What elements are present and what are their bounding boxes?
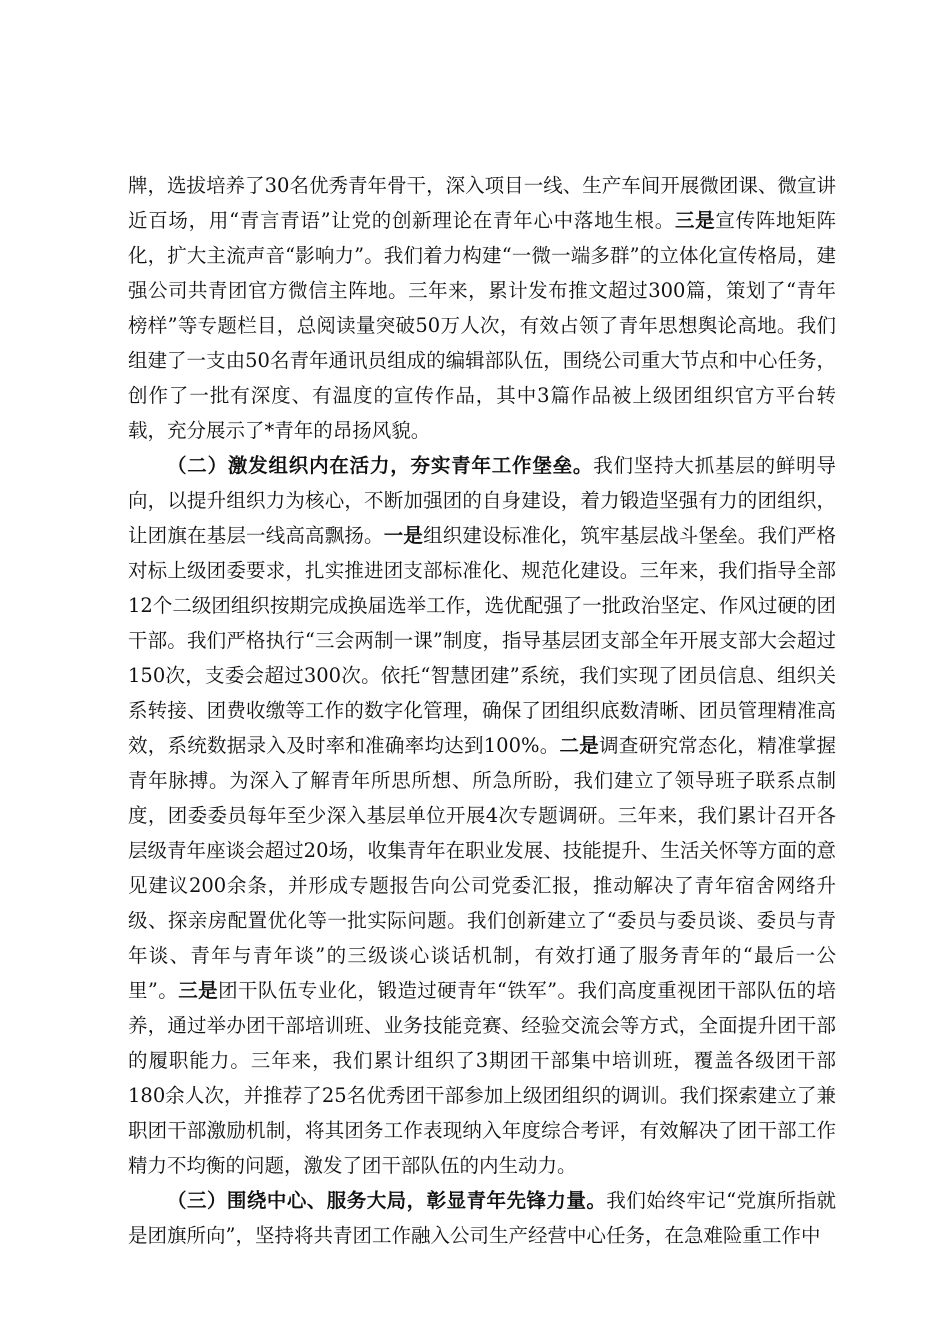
text-segment: 我们始终牢记“党旗所指就是团旗所向”，坚持将共青团工作融入公司生产经营中心任务，在急难险重工作中 (128, 1189, 836, 1247)
text-segment: 团干队伍专业化，锻造过硬青年“铁军”。我们高度重视团干部队伍的培养，通过举办团干部培训班、业务技能竞赛、经验交流会等方式，全面提升团干部的履职能力。三年来，我们累计组织了3期团干部集中培训班，覆盖各级团干部180余人次，并推荐了25名优秀团干部参加上级团组织的调训。我们探索建立了兼职团干部激励机制，将其团务工作表现纳入年度综合考评，有效解决了团干部工作精力不均衡的问题，激发了团干部队伍的内生动力。 (128, 979, 836, 1177)
document-body (128, 168, 836, 1253)
bold-marker-two: 二是 (559, 734, 600, 757)
section-heading-3: （三）围绕中心、服务大局，彰显青年先锋力量。 (167, 1189, 607, 1212)
section-heading-2: （二）激发组织内在活力，夯实青年工作堡垒。 (167, 454, 594, 477)
bold-marker-one: 一是 (383, 524, 424, 547)
bold-marker-three: 三是 (178, 979, 219, 1002)
bold-marker-three: 三是 (674, 209, 716, 232)
text-segment: 调查研究常态化，精准掌握青年脉搏。为深入了解青年所思所想、所急所盼，我们建立了领导班子联系点制度，团委委员每年至少深入基层单位开展4次专题调研。三年来，我们累计召开各层级青年座谈会超过20场，收集青年在职业发展、技能提升、生活关怀等方面的意见建议200余条，并形成专题报告向公司党委汇报，推动解决了青年宿舍网络升级、探亲房配置优化等一批实际问题。我们创新建立了“委员与委员谈、委员与青年谈、青年与青年谈”的三级谈心谈话机制，有效打通了服务青年的“最后一公里”。 (128, 734, 836, 1002)
text-segment: 我们坚持大抓基层的鲜明导向，以提升组织力为核心，不断加强团的自身建设，着力锻造坚强有力的团组织，让团旗在基层一线高高飘扬。 (128, 454, 836, 547)
text-segment: 组织建设标准化，筑牢基层战斗堡垒。我们严格对标上级团委要求，扎实推进团支部标准化、规范化建设。三年来，我们指导全部12个二级团组织按期完成换届选举工作，选优配强了一批政治坚定、作风过硬的团干部。我们严格执行“三会两制一课”制度，指导基层团支部全年开展支部大会超过150次，支委会超过300次。依托“智慧团建”系统，我们实现了团员信息、组织关系转接、团费收缴等工作的数字化管理，确保了团组织底数清晰、团员管理精准高效，系统数据录入及时率和准确率均达到100%。 (128, 524, 836, 757)
paragraph-vanguard (128, 1183, 836, 1253)
paragraph-organization (128, 448, 836, 1183)
paragraph-propaganda (128, 168, 836, 448)
text-segment: 宣传阵地矩阵化，扩大主流声音“影响力”。我们着力构建“一微一端多群”的立体化宣传格局，建强公司共青团官方微信主阵地。三年来，累计发布推文超过300篇，策划了“青年榜样”等专题栏目，总阅读量突破50万人次，有效占领了青年思想舆论高地。我们组建了一支由50名青年通讯员组成的编辑部队伍，围绕公司重大节点和中心任务，创作了一批有深度、有温度的宣传作品，其中3篇作品被上级团组织官方平台转载，充分展示了*青年的昂扬风貌。 (128, 209, 836, 442)
text-segment: 牌，选拔培养了30名优秀青年骨干，深入项目一线、生产车间开展微团课、微宣讲近百场，用“青言青语”让党的创新理论在青年心中落地生根。 (128, 174, 836, 232)
